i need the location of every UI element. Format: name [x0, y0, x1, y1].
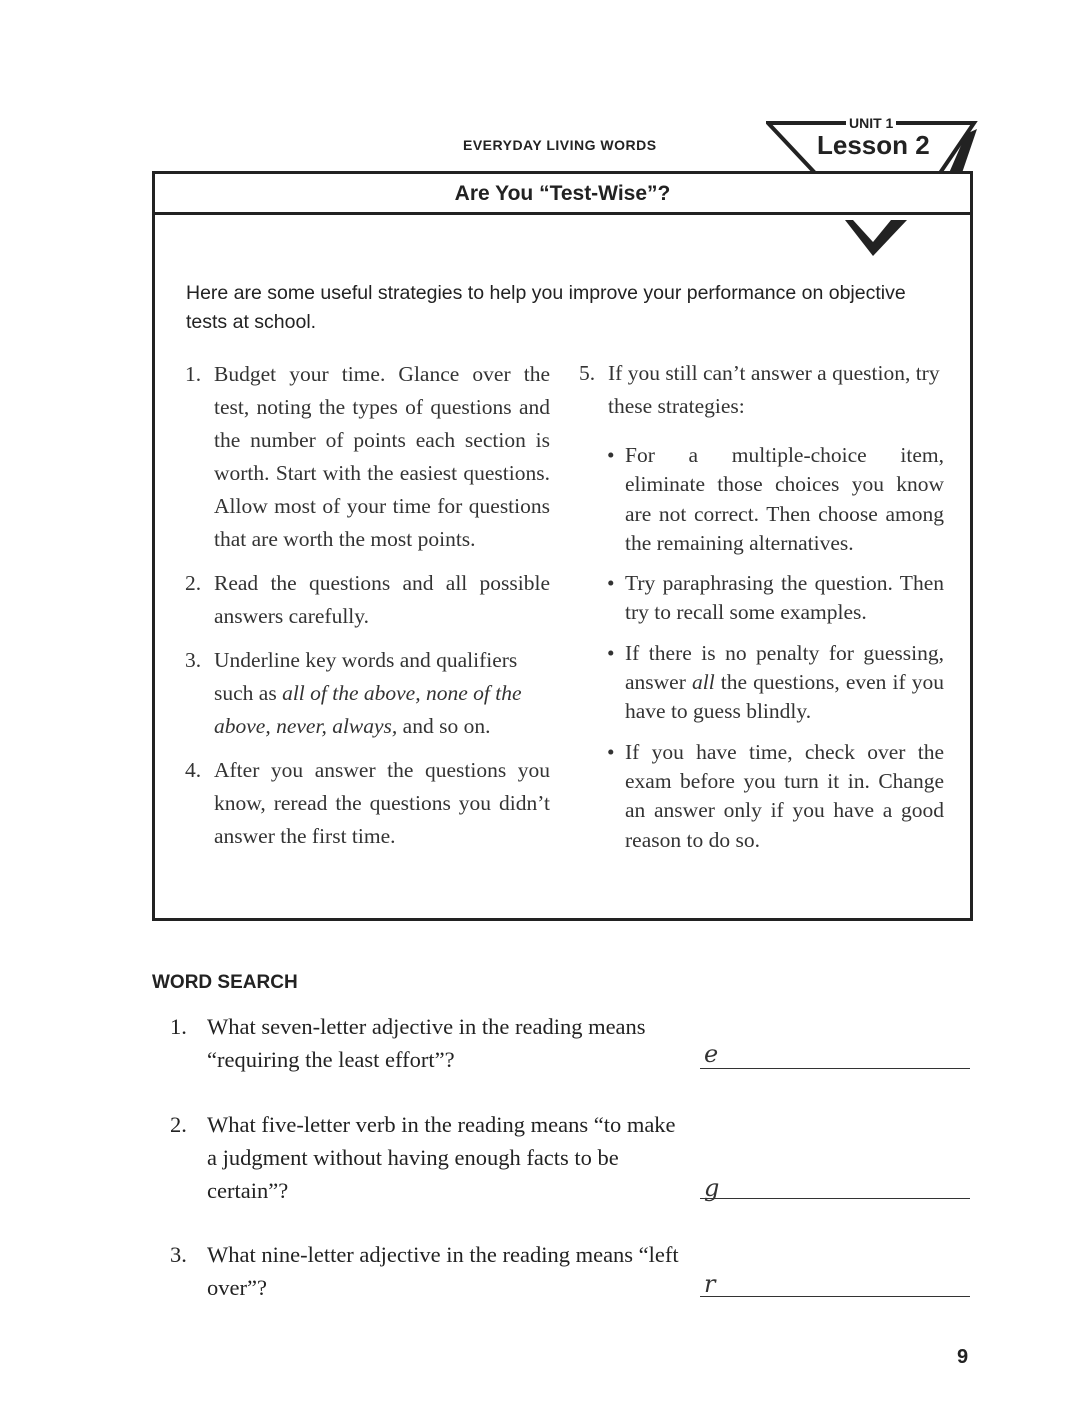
bullet-item: [607, 738, 944, 855]
question-text: What five-letter verb in the reading means “to make a judgment without having enough facts to be certain”?: [207, 1112, 676, 1203]
answer-hint-letter: e: [704, 1040, 719, 1068]
item-number: 2.: [185, 571, 202, 595]
bullet-text: For a multiple-choice item, eliminate those choices you know are not correct. Then choose among the remaining alternatives.: [625, 443, 944, 555]
strategy-item: [185, 567, 550, 633]
answer-line-1[interactable]: [700, 1068, 970, 1069]
strategies-left-column: [185, 358, 550, 864]
bullet-text: If you have time, check over the exam before you turn it in. Change an answer only if you have a good reason to do so.: [625, 739, 944, 852]
item-text: If you still can’t answer a question, try these strategies:: [608, 361, 940, 418]
reading-box: [152, 171, 973, 921]
answer-line-2[interactable]: [700, 1198, 970, 1199]
strategy-item: [185, 358, 550, 556]
bullet-item: [607, 569, 944, 628]
answer-hint-letter: r: [704, 1270, 716, 1298]
question-number: 3.: [170, 1242, 187, 1267]
bullet-text: If there is no penalty for guessing, answer: [625, 640, 944, 695]
word-search-question: [170, 1010, 690, 1076]
item-number: 1.: [185, 362, 202, 386]
strategy-item: [185, 644, 550, 743]
bullet-text: the questions, even if you have to guess blindly.: [625, 670, 944, 724]
question-text: What seven-letter adjective in the reading means “requiring the least effort”?: [207, 1014, 646, 1072]
reading-title: Are You “Test-Wise”?: [155, 174, 970, 215]
question-text: What nine-letter adjective in the reading means “left over”?: [207, 1242, 679, 1300]
question-number: 1.: [170, 1014, 187, 1039]
bullet-icon: •: [607, 443, 615, 467]
strategy-item: [185, 754, 550, 853]
bullet-icon: •: [607, 571, 615, 596]
item-text: and so on.: [397, 714, 491, 738]
bullet-icon: •: [607, 739, 615, 764]
bullet-item: [607, 441, 944, 558]
strategies-right-column: [579, 357, 944, 866]
bullet-item: [607, 639, 944, 727]
item-text-italic: all of the above, none of the above, never, always,: [214, 681, 522, 738]
item-number: 4.: [185, 758, 202, 782]
lesson-label: Lesson 2: [817, 130, 930, 160]
answer-hint-letter: g: [704, 1174, 720, 1202]
word-search-heading: WORD SEARCH: [152, 972, 298, 993]
chevron-down-icon: [845, 218, 907, 258]
reading-intro: Here are some useful strategies to help you improve your performance on objective tests at school.: [186, 282, 906, 333]
strategy-bullets: [579, 441, 944, 855]
unit-label: UNIT 1: [846, 115, 896, 131]
word-search-question: [170, 1238, 690, 1304]
item-number: 3.: [185, 648, 202, 672]
item-number: 5.: [579, 361, 596, 385]
bullet-text-italic: all: [691, 670, 715, 695]
bullet-icon: •: [607, 640, 615, 665]
item-text: After you answer the questions you know, reread the questions you didn’t answer the first time.: [214, 758, 550, 848]
answer-line-3[interactable]: [700, 1296, 970, 1297]
word-search-question: [170, 1108, 690, 1207]
item-text: Underline key words and qualifiers such as: [214, 648, 518, 705]
item-text: Budget your time. Glance over the test, noting the types of questions and the number of points each section is worth. Start with the easiest questions. Allow most of your time for questions that are worth the most points.: [214, 362, 550, 551]
item-text: Read the questions and all possible answers carefully.: [214, 571, 550, 628]
question-number: 2.: [170, 1112, 187, 1137]
strategy-item: [579, 357, 944, 423]
bullet-text: Try paraphrasing the question. Then try to recall some examples.: [625, 571, 944, 625]
section-label: EVERYDAY LIVING WORDS: [463, 137, 657, 153]
page-number: 9: [957, 1346, 969, 1368]
